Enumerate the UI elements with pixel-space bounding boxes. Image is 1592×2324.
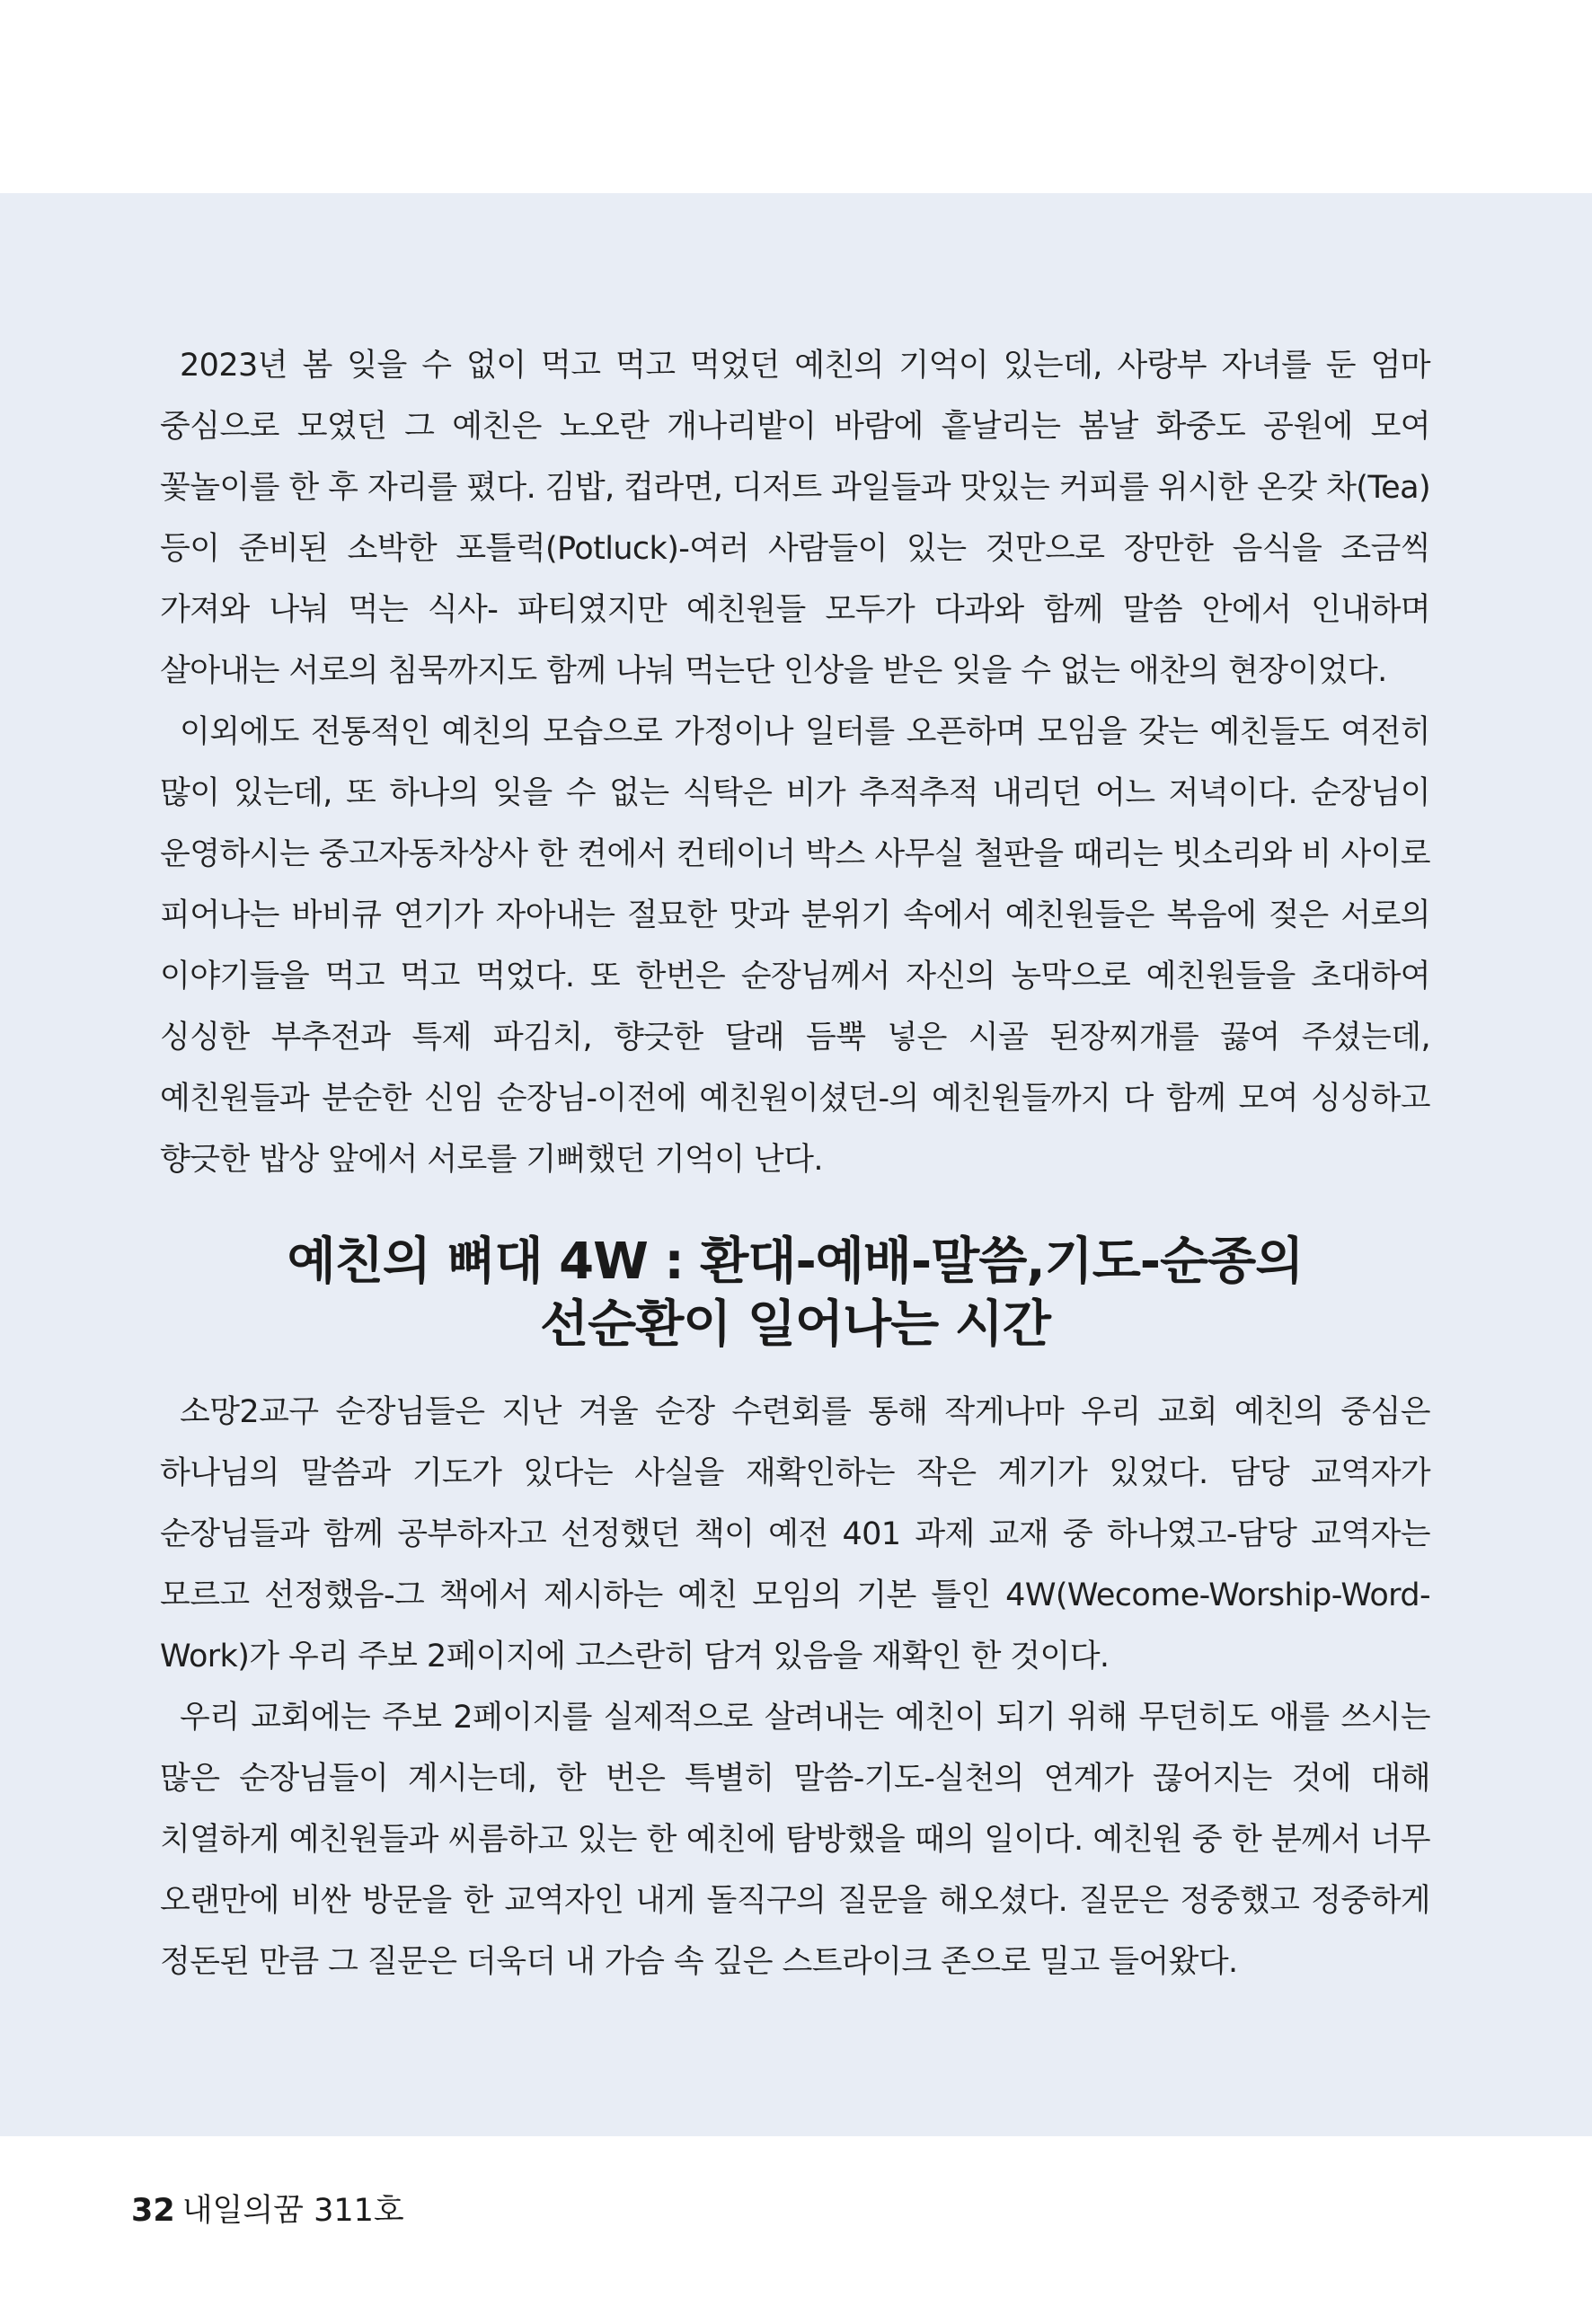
paragraph-text: 소망2교구 순장님들은 지난 겨울 순장 수련회를 통해 작게나마 우리 교회 예친의 중심은 하나님의 말씀과 기도가 있다는 사실을 재확인하는 작은 계기가 있었다. 담당 교역자가 순장님들과 함께 공부하자고 선정했던 책이 예전 401 과제 교재 중 하나였고-담당 교역자는 모르고 선정했음-그 책에서 제시하는 예친 모임의 기본 틀인 4W(Wecome-Worship-Word-Work)가 우리 주보 2페이지에 고스란히 담겨 있음을 재확인 한 것이다. bbox=[160, 1394, 1430, 1675]
paragraph-potluck-memory bbox=[160, 335, 1430, 702]
paragraph-visit-question bbox=[160, 1687, 1430, 1993]
paragraph-text: 우리 교회에는 주보 2페이지를 실제적으로 살려내는 예친이 되기 위해 무던히도 애를 쓰시는 많은 순장님들이 계시는데, 한 번은 특별히 말씀-기도-실천의 연계가 끊어지는 것에 대해 치열하게 예친원들과 씨름하고 있는 한 예친에 탐방했을 때의 일이다. 예친원 중 한 분께서 너무 오랜만에 비싼 방문을 한 교역자인 내게 돌직구의 질문을 해오셨다. 질문은 정중했고 정중하게 정돈된 만큼 그 질문은 더욱더 내 가슴 속 깊은 스트라이크 존으로 밀고 들어왔다. bbox=[160, 1700, 1430, 1980]
paragraph-4w-framework bbox=[160, 1382, 1430, 1687]
paragraph-text: 2023년 봄 잊을 수 없이 먹고 먹고 먹었던 예친의 기억이 있는데, 사랑부 자녀를 둔 엄마 중심으로 모였던 그 예친은 노오란 개나리밭이 바람에 흩날리는 봄날 화중도 공원에 모여 꽃놀이를 한 후 자리를 폈다. 김밥, 컵라면, 디저트 과일들과 맛있는 커피를 위시한 온갖 차(Tea)등이 준비된 소박한 포틀럭(Potluck)-여러 사람들이 있는 것만으로 장만한 음식을 조금씩 가져와 나눠 먹는 식사- 파티였지만 예친원들 모두가 다과와 함께 말씀 안에서 인내하며 살아내는 서로의 침묵까지도 함께 나눠 먹는단 인상을 받은 잊을 수 없는 애찬의 현장이었다. bbox=[160, 348, 1430, 689]
page-number: 32 bbox=[131, 2193, 175, 2229]
section-heading-line-1: 예친의 뼈대 4W : 환대-예배-말씀,기도-순종의 bbox=[287, 1233, 1304, 1291]
page-footer bbox=[131, 2193, 404, 2229]
paragraph-text: 이외에도 전통적인 예친의 모습으로 가정이나 일터를 오픈하며 모임을 갖는 예친들도 여전히 많이 있는데, 또 하나의 잊을 수 없는 식탁은 비가 추적추적 내리던 어느 저녁이다. 순장님이 운영하시는 중고자동차상사 한 켠에서 컨테이너 박스 사무실 철판을 때리는 빗소리와 비 사이로 피어나는 바비큐 연기가 자아내는 절묘한 맛과 분위기 속에서 예친원들은 복음에 젖은 서로의 이야기들을 먹고 먹고 먹었다. 또 한번은 순장님께서 자신의 농막으로 예친원들을 초대하여 싱싱한 부추전과 특제 파김치, 향긋한 달래 듬뿍 넣은 시골 된장찌개를 끓여 주셨는데, 예친원들과 분순한 신임 순장님-이전에 예친원이셨던-의 예친원들까지 다 함께 모여 싱싱하고 향긋한 밥상 앞에서 서로를 기뻐했던 기억이 난다. bbox=[160, 714, 1430, 1178]
paragraph-traditional-gatherings bbox=[160, 702, 1430, 1190]
section-heading bbox=[160, 1231, 1430, 1356]
section-heading-line-2: 선순환이 일어나는 시간 bbox=[540, 1295, 1050, 1354]
publication-name: 내일의꿈 311호 bbox=[181, 2193, 404, 2229]
